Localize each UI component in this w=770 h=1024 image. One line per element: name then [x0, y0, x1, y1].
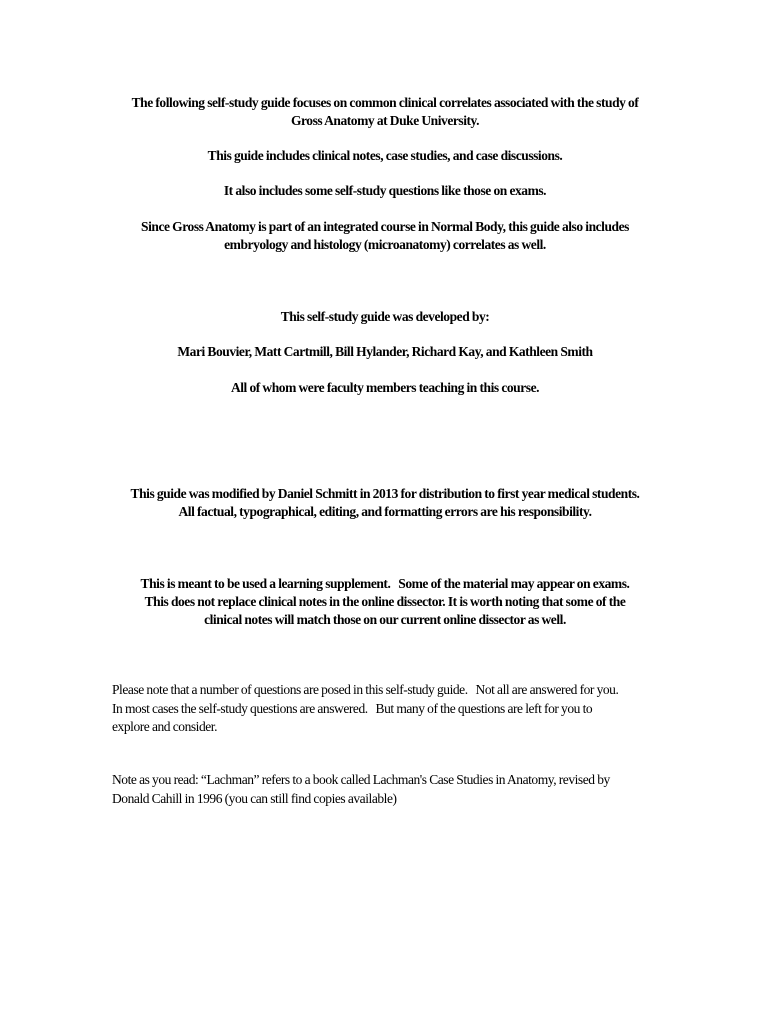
questions-note-line-3: explore and consider. — [112, 719, 218, 734]
intro-questions-paragraph — [100, 182, 670, 200]
modification-line-2: All factual, typographical, editing, and formatting errors are his responsibility. — [178, 504, 592, 519]
supplement-line-3: clinical notes will match those on our current online dissector as well. — [204, 612, 566, 627]
developers-faculty-note: All of whom were faculty members teaching in this course. — [230, 380, 540, 395]
intro-integrated-line-1: Since Gross Anatomy is part of an integrated course in Normal Body, this guide also includes — [141, 219, 629, 234]
modification-line-1: This guide was modified by Daniel Schmitt in 2013 for distribution to first year medical students. — [130, 486, 640, 501]
developers-heading: This self-study guide was developed by: — [280, 309, 490, 324]
modification-paragraph — [100, 485, 670, 521]
intro-focus-line-1: The following self-study guide focuses on common clinical correlates associated with the study of — [131, 95, 639, 110]
intro-includes-line: This guide includes clinical notes, case studies, and case discussions. — [207, 148, 563, 163]
questions-note-paragraph — [112, 681, 672, 737]
intro-integrated-paragraph — [100, 218, 670, 254]
supplement-paragraph — [100, 575, 670, 629]
developers-names-paragraph — [100, 343, 670, 361]
developers-heading-paragraph — [100, 308, 670, 326]
intro-includes-paragraph — [100, 147, 670, 165]
intro-focus-paragraph — [100, 94, 670, 130]
intro-integrated-line-2: embryology and histology (microanatomy) correlates as well. — [224, 237, 546, 252]
intro-questions-line: It also includes some self-study questions like those on exams. — [223, 183, 547, 198]
questions-note-line-2: In most cases the self-study questions are answered. But many of the questions are left for you to — [112, 700, 593, 716]
developers-names: Mari Bouvier, Matt Cartmill, Bill Hylander, Richard Kay, and Kathleen Smith — [177, 344, 593, 359]
supplement-line-2: This does not replace clinical notes in the online dissector. It is worth noting that some of the — [144, 594, 626, 609]
lachman-note-line-2: Donald Cahill in 1996 (you can still find copies available) — [112, 790, 397, 806]
supplement-line-1: This is meant to be used a learning supplement. Some of the material may appear on exams. — [140, 576, 630, 591]
developers-faculty-paragraph — [100, 379, 670, 397]
questions-note-line-1: Please note that a number of questions are posed in this self-study guide. Not all are answered for you. — [112, 682, 619, 697]
lachman-note-line-1: Note as you read: “Lachman” refers to a book called Lachman's Case Studies in Anatomy, revised by — [112, 772, 610, 787]
intro-focus-line-2: Gross Anatomy at Duke University. — [290, 113, 480, 128]
lachman-note-paragraph — [112, 771, 672, 808]
